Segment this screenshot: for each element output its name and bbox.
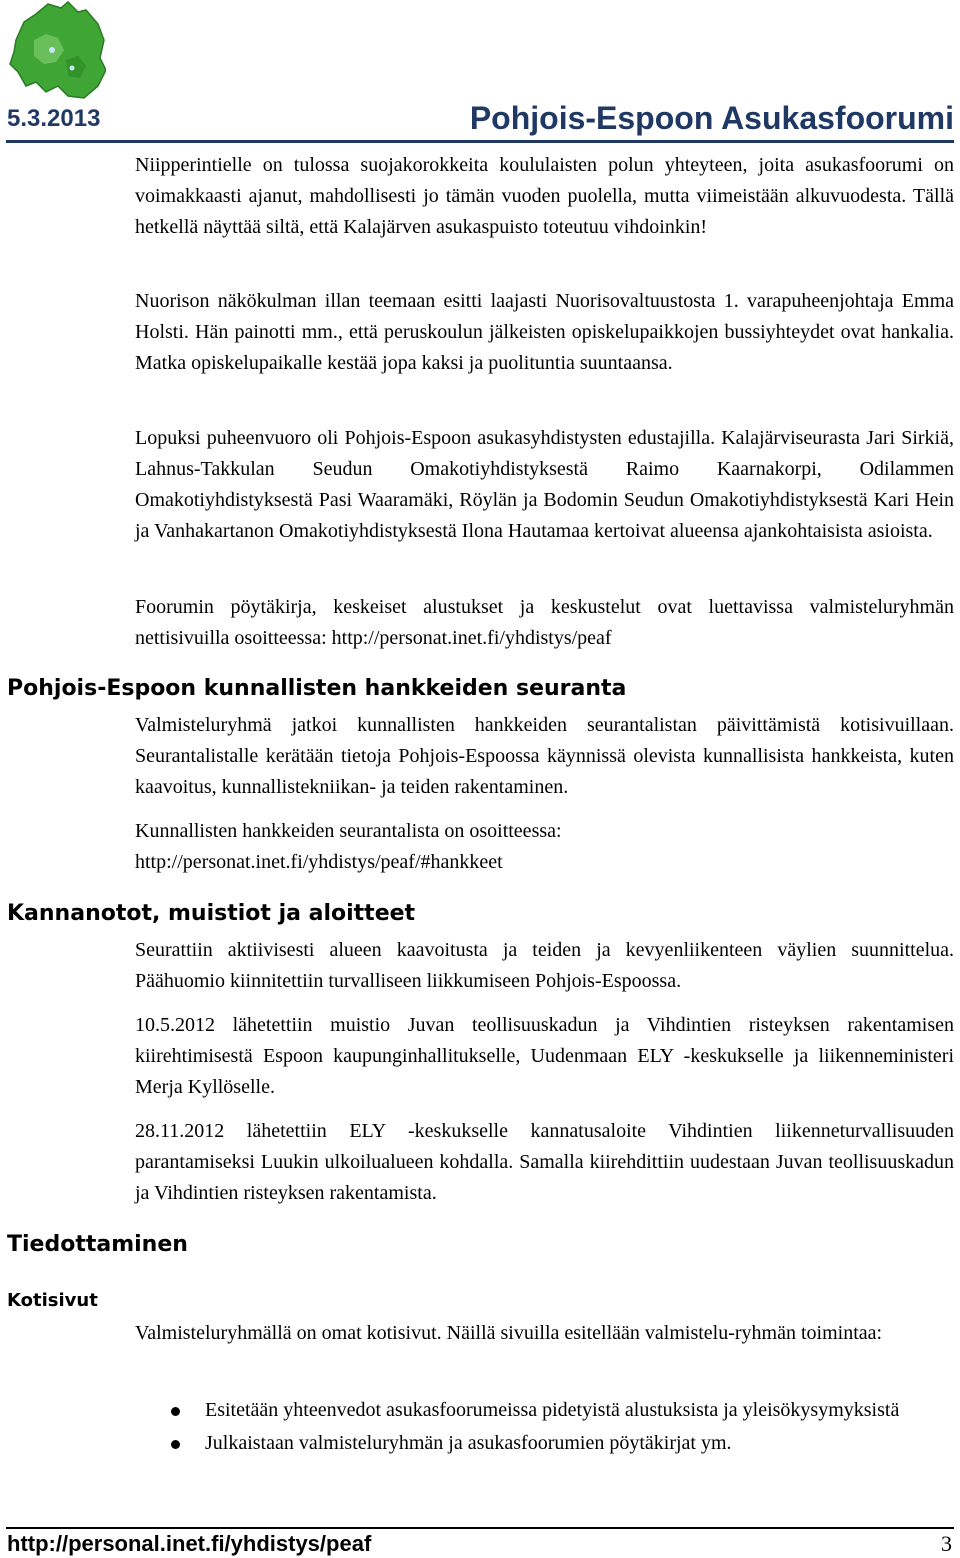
paragraph-tracking-list: Valmisteluryhmä jatkoi kunnallisten hankkeiden seurantalistan päivittämistä kotisivuillaan. Seurantalistalle kerätään tietoja Pohjois-Espoossa käynnissä olevista kunnallisista hankkeista, kuten kaavoitus, kunnallistekniikan- ja teiden rakentaminen. (135, 714, 954, 798)
subheading-homepages: Kotisivut (7, 1290, 98, 1311)
bullet-icon (171, 1440, 180, 1449)
list-item: Esitetään yhteenvedot asukasfoorumeissa pidetyistä alustuksista ja yleisökysymyksistä (135, 1395, 954, 1426)
paragraph-youth-perspective: Nuorison näkökulman illan teemaan esitti laajasti Nuorisovaltuustosta 1. varapuheenjohtaja Emma Holsti. Hän painotti mm., että peruskoulun jälkeisten opiskelupaikkojen bussiyhteydet ovat hankalia. Matka opiskelupaikalle kestää jopa kaksi ja puolituntia suuntaansa. (135, 290, 954, 374)
paragraph-associations: Lopuksi puheenvuoro oli Pohjois-Espoon asukasyhdistysten edustajilla. Kalajärviseurasta Jari Sirkiä, Lahnus-Takkulan Seudun Omakotiyhdistyksestä Raimo Kaarnakorpi, Odilammen Omakotiyhdistyksestä Pasi Waaramäki, Röylän ja Bodomin Seudun Omakotiyhdistyksestä Kari Hein ja Vanhakartanon Omakotiyhdistyksestä Ilona Hautamaa kertoivat alueensa ajankohtaisista asioista. (135, 427, 954, 542)
header-date: 5.3.2013 (7, 105, 101, 132)
header-title: Pohjois-Espoon Asukasfoorumi (469, 100, 954, 136)
section-heading-communications: Tiedottaminen (7, 1232, 188, 1257)
paragraph-safety-islands: Niipperintielle on tulossa suojakorokkeita koululaisten polun yhteyteen, joita asukasfoorumi on voimakkaasti ajanut, mahdollisesti jo tämän vuoden puolella, mutta viimeistään alkuvuodesta. Tällä hetkellä näyttää siltä, että Kalajärven asukaspuisto toteutuu vihdoinkin! (135, 154, 954, 238)
bullet-icon (171, 1407, 180, 1416)
list-item: Julkaistaan valmisteluryhmän ja asukasfoorumien pöytäkirjat ym. (135, 1428, 954, 1459)
green-region-map-logo (6, 0, 106, 100)
paragraph-planning-monitoring: Seurattiin aktiivisesti alueen kaavoitusta ja teiden ja kevyenliikenteen väylien suunnittelua. Päähuomio kiinnitettiin turvalliseen liikkumiseen Pohjois-Espoossa. (135, 939, 954, 992)
header-divider (6, 140, 954, 143)
footer-divider (6, 1527, 954, 1529)
section-heading-project-tracking: Pohjois-Espoon kunnallisten hankkeiden seuranta (7, 676, 627, 701)
paragraph-memo-may-2012: 10.5.2012 lähetettiin muistio Juvan teollisuuskadun ja Vihdintien risteyksen rakentamisen kiirehtimisestä Espoon kaupunginhallitukselle, Uudenmaan ELY -keskukselle ja liikenneministeri Merja Kyllöselle. (135, 1014, 954, 1098)
paragraph-homepages: Valmisteluryhmällä on omat kotisivut. Näillä sivuilla esitellään valmistelu-ryhmän toimintaa: (135, 1322, 883, 1344)
tracking-url-link[interactable]: http://personat.inet.fi/yhdistys/peaf/#hankkeet (135, 851, 503, 873)
paragraph-minutes-link: Foorumin pöytäkirja, keskeiset alustukset ja keskustelut ovat luettavissa valmisteluryhmän nettisivuilla osoitteessa: http://personat.inet.fi/yhdistys/peaf (135, 596, 954, 649)
paragraph-tracking-url (135, 816, 954, 878)
tracking-url-label: Kunnallisten hankkeiden seurantalista on osoitteessa: (135, 820, 562, 842)
paragraph-initiative-nov-2012: 28.11.2012 lähetettiin ELY -keskukselle kannatusaloite Vihdintien liikenneturvallisuuden parantamiseksi Luukin ulkoilualueen kohdalla. Samalla kiirehdittiin uudestaan Juvan teollisuuskadun ja Vihdintien risteyksen rakentamista. (135, 1120, 954, 1204)
footer-url-link[interactable]: http://personal.inet.fi/yhdistys/peaf (7, 1531, 372, 1556)
page-number: 3 (941, 1531, 952, 1556)
homepage-bullet-list (135, 1395, 954, 1461)
section-heading-statements: Kannanotot, muistiot ja aloitteet (7, 901, 416, 926)
